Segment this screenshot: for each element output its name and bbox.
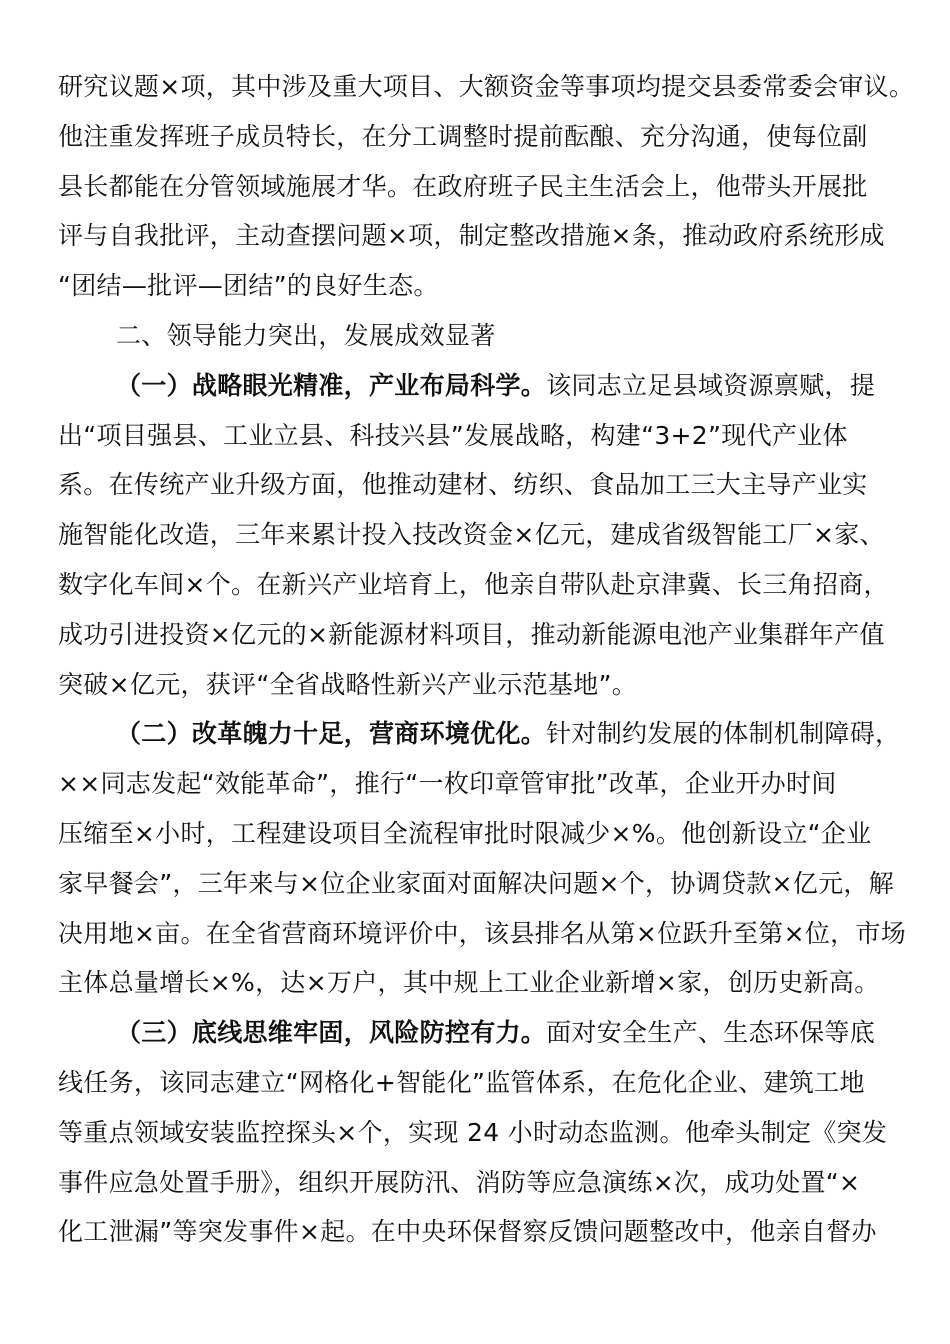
- text-line: 他注重发挥班子成员特长，在分工调整时提前酝酿、充分沟通，使每位副: [58, 121, 868, 151]
- text-line: 系。在传统产业升级方面，他推动建材、纺织、食品加工三大主导产业实: [58, 470, 868, 500]
- subsection-heading: （二）改革魄力十足，营商环境优化。: [116, 719, 547, 749]
- text-line: 成功引进投资×亿元的×新能源材料项目，推动新能源电池产业集群年产值: [58, 619, 885, 649]
- text-line: 数字化车间×个。在新兴产业培育上，他亲自带队赴京津冀、长三角招商，: [58, 569, 889, 599]
- text-line: 压缩至×小时，工程建设项目全流程审批时限减少×%。他创新设立“企业: [58, 818, 872, 848]
- text-line: [58, 1008, 898, 1058]
- paragraph-leadership-team: [58, 62, 915, 311]
- paragraph-risk-control: [58, 1008, 898, 1257]
- text-line: [58, 361, 898, 411]
- document-page: [58, 62, 915, 1257]
- text-line: “团结—批评—团结”的良好生态。: [58, 271, 439, 301]
- section-heading: 二、领导能力突出，发展成效显著: [116, 320, 496, 350]
- text-line: 主体总量增长×%，达×万户，其中规上工业企业新增×家，创历史新高。: [58, 968, 880, 998]
- text-line: 线任务，该同志建立“网格化+智能化”监管体系，在危化企业、建筑工地: [58, 1067, 865, 1097]
- text-line: ××同志发起“效能革命”，推行“一枚印章管审批”改革，企业开办时间: [58, 769, 837, 799]
- subsection-heading: （一）战略眼光精准，产业布局科学。: [116, 370, 547, 400]
- text-line: 决用地×亩。在全省营商环境评价中，该县排名从第×位跃升至第×位，市场: [58, 918, 907, 948]
- text-line: 事件应急处置手册》，组织开展防汛、消防等应急演练×次，成功处置“×: [58, 1167, 861, 1197]
- text-line: 出“项目强县、工业立县、科技兴县”发展战略，构建“3+2”现代产业体: [58, 420, 848, 450]
- text-line: 施智能化改造，三年来累计投入技改资金×亿元，建成省级智能工厂×家、: [58, 520, 885, 550]
- text-line: [58, 709, 901, 759]
- text-line: 化工泄漏”等突发事件×起。在中央环保督察反馈问题整改中，他亲自督办: [58, 1217, 877, 1247]
- text-run: 面对安全生产、生态环保等底: [546, 1018, 876, 1048]
- paragraph-strategy: [58, 361, 898, 710]
- text-line: 家早餐会”，三年来与×位企业家面对面解决问题×个，协调贷款×亿元，解: [58, 868, 894, 898]
- text-line: 等重点领域安装监控探头×个，实现 24 小时动态监测。他牵头制定《突发: [58, 1117, 888, 1147]
- paragraph-reform: [58, 709, 907, 1008]
- text-line: 研究议题×项，其中涉及重大项目、大额资金等事项均提交县委常委会审议。: [58, 72, 915, 101]
- text-run: 针对制约发展的体制机制障碍，: [546, 719, 901, 749]
- subsection-heading: （三）底线思维牢固，风险防控有力。: [116, 1018, 547, 1048]
- text-line: 突破×亿元，获评“全省战略性新兴产业示范基地”。: [58, 669, 638, 699]
- text-line: 评与自我批评，主动查摆问题×项，制定整改措施×条，推动政府系统形成: [58, 221, 885, 251]
- text-run: 该同志立足县域资源禀赋，提: [546, 370, 876, 400]
- text-line: 县长都能在分管领域施展才华。在政府班子民主生活会上，他带头开展批: [58, 171, 868, 201]
